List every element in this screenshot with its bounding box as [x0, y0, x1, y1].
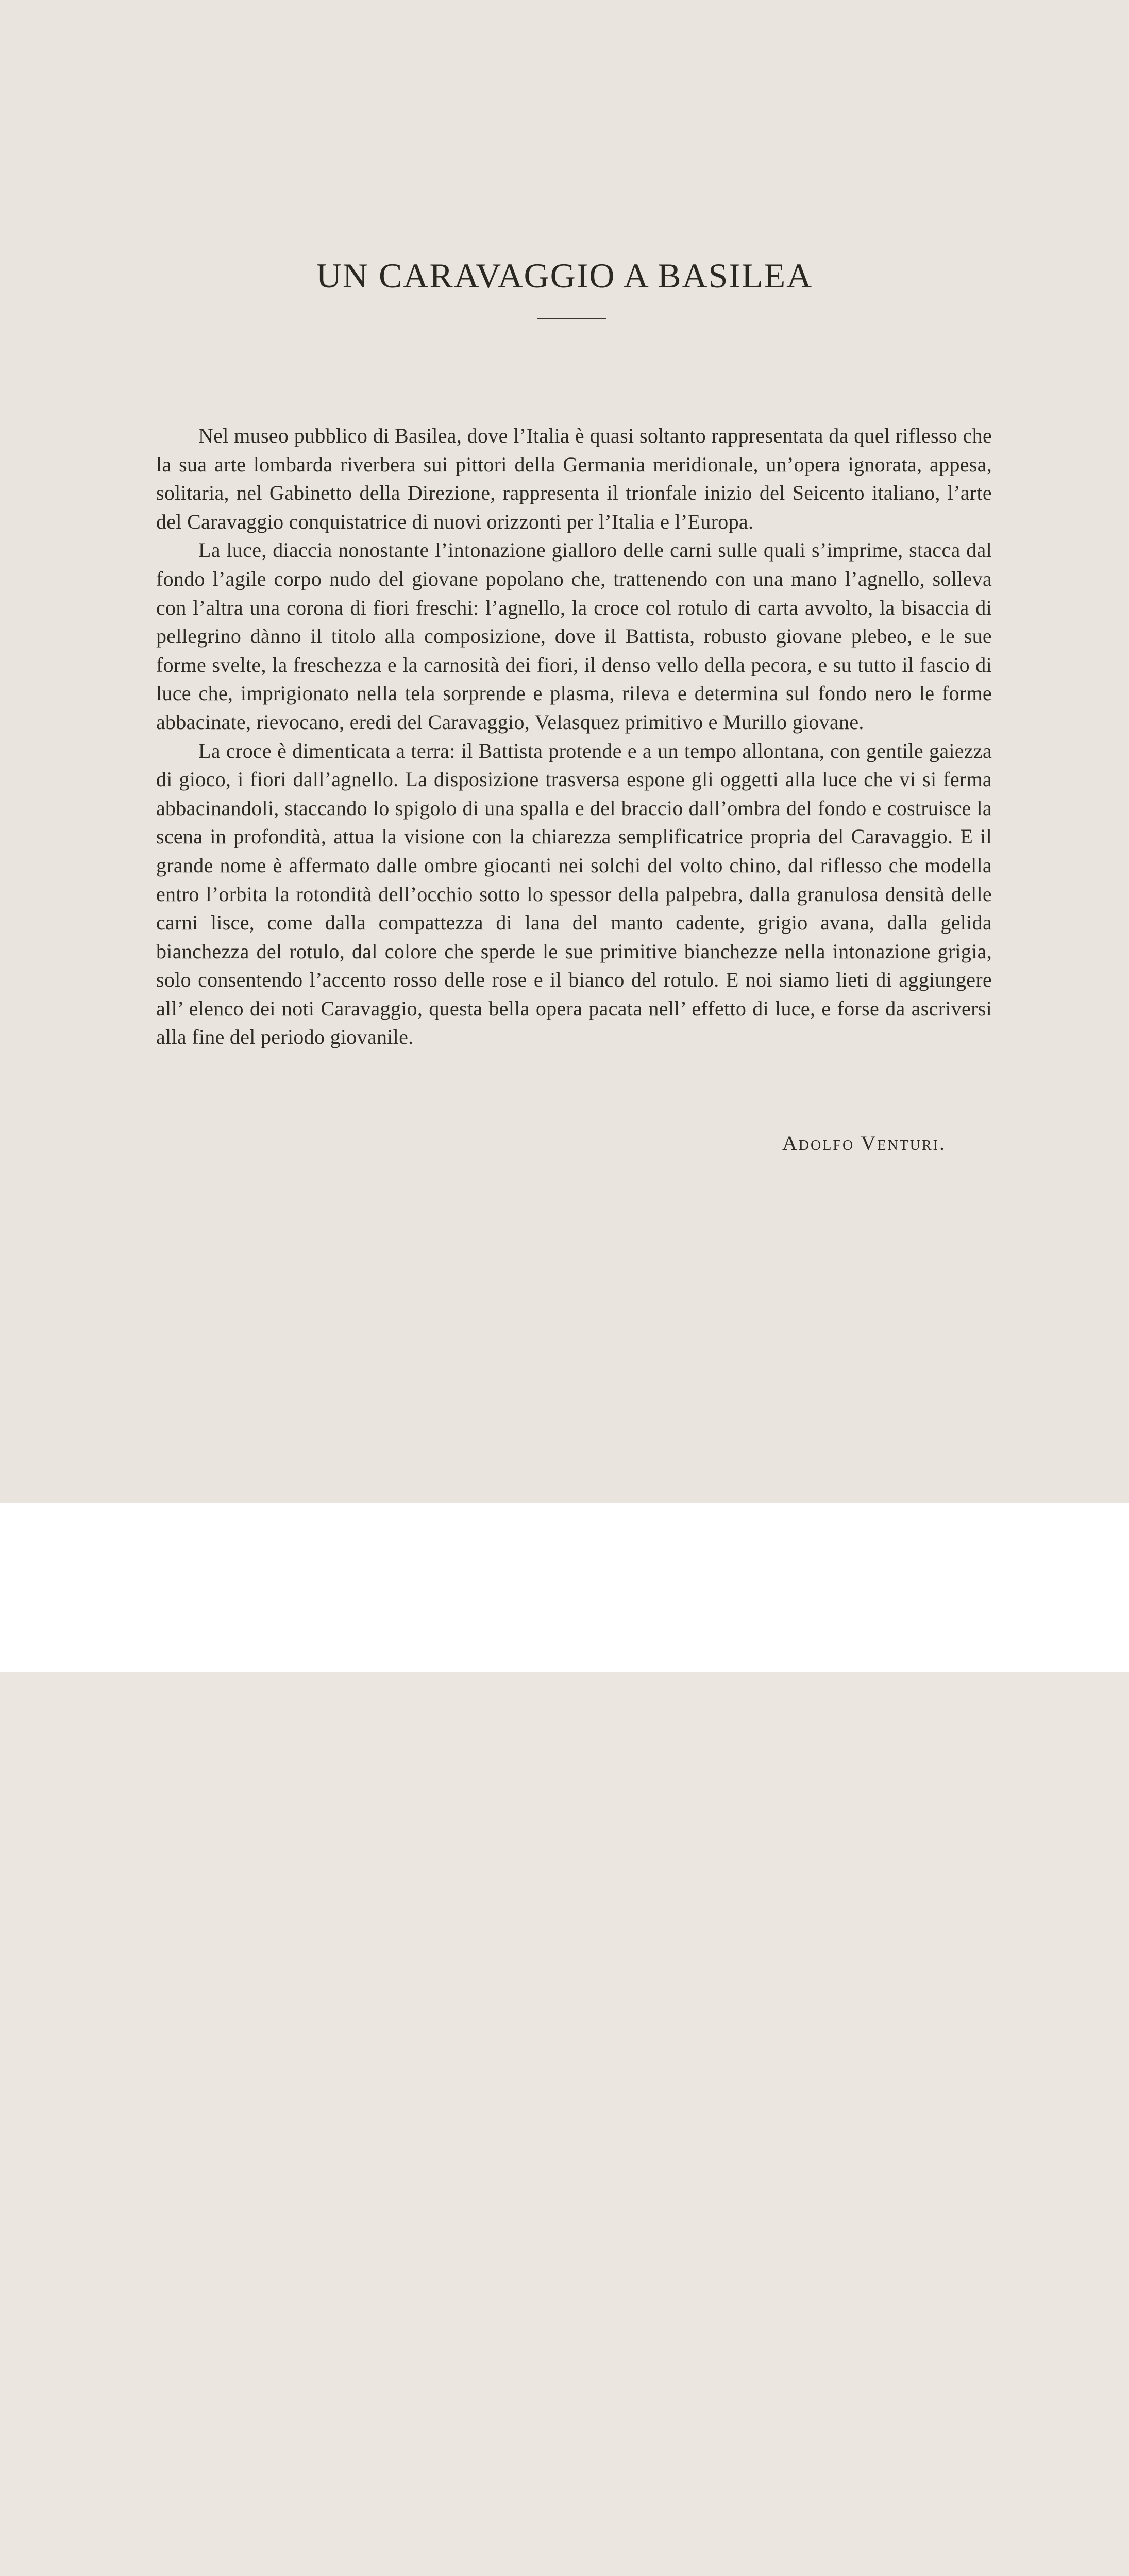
paragraph-2: La luce, diaccia nonostante l’intonazione gialloro delle carni sulle quali s’imprime, stacca dal fondo l’agile corpo nudo del giovane popolano che, trattenendo con una mano l’agnello, solleva con l’altra una corona di fiori freschi: l’agnello, la croce col rotulo di carta avvolto, la bisaccia di pellegrino dànno il titolo alla composizione, dove il Battista, robusto giovane plebeo, e le sue forme svelte, la freschezza e la carnosità dei fiori, il denso vello della pecora, e su tutto il fascio di luce che, imprigionato nella tela sorprende e plasma, rileva e determina sul fondo nero le forme abbacinate, rievocano, eredi del Caravaggio, Velasquez primitivo e Murillo giovane. [156, 538, 992, 734]
digitization-footer [0, 1503, 1129, 1672]
article-title: UN CARAVAGGIO A BASILEA [316, 256, 813, 295]
author-signature: Adolfo Venturi. [782, 1131, 946, 1155]
title-divider [537, 318, 606, 319]
paragraph-3: La croce è dimenticata a terra: il Battista protende e a un tempo allontana, con gentile gaiezza di gioco, i fiori dall’agnello. La disposizione trasversa espone gli oggetti alla luce che vi si ferma abbacinandoli, staccando lo spigolo di una spalla e del braccio dall’ombra del fondo e costruisce la scena in profondità, attua la visione con la chiarezza semplificatrice propria del Caravaggio. E il grande nome è affermato dalle ombre giocanti nei solchi del volto chino, dal riflesso che modella entro l’orbita la rotondità dell’occhio sotto lo spessor della palpebra, dalla granulosa densità delle carni lisce, come dalla compattezza di lana del manto cadente, grigio avana, dalla gelida bianchezza del rotulo, dal colore che sperde le sue primitive bianchezze nella intonazione grigia, solo consentendo l’accento rosso delle rose e il bianco del rotulo. E noi siamo lieti di aggiungere all’ elenco dei noti Caravaggio, questa bella opera pacata nell’ effetto di luce, e forse da ascriversi alla fine del periodo giovanile. [156, 739, 992, 1049]
article-body [156, 421, 992, 1052]
paragraph-1: Nel museo pubblico di Basilea, dove l’Italia è quasi soltanto rappresentata da quel riflesso che la sua arte lombarda riverbera sui pittori della Germania meridionale, un’opera ignorata, appesa, solitaria, nel Gabinetto della Direzione, rappresenta il trionfale inizio del Seicento italiano, l’arte del Caravaggio conquistatrice di nuovi orizzonti per l’Italia e l’Europa. [156, 424, 992, 533]
